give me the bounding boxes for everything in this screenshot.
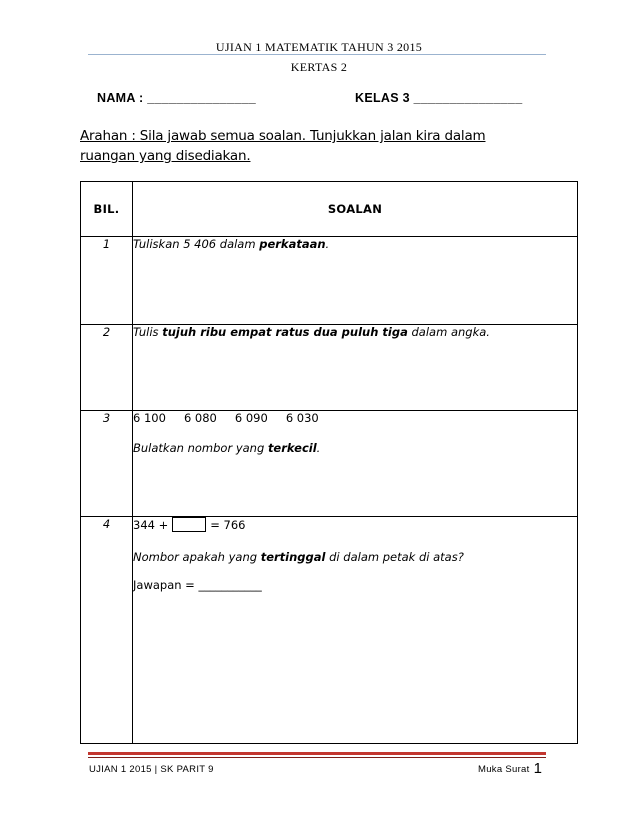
header-divider [88,54,546,55]
number-option[interactable]: 6 090 [234,411,268,425]
number-option[interactable]: 6 080 [183,411,217,425]
instructions [80,126,540,166]
instruction-line-2: ruangan yang disediakan. [80,148,251,164]
table-row [81,325,578,411]
page-label: Muka Surat [478,764,530,775]
header-soalan: SOALAN [133,182,578,237]
question-number: 4 [81,517,133,744]
emphasis-text: tujuh ribu empat ratus dua puluh tiga [162,325,408,339]
page-number: 1 [533,760,543,777]
question-text: Tuliskan 5 406 dalam perkataan. [133,237,330,251]
number-option[interactable]: 6 100 [133,411,166,425]
number-option[interactable]: 6 030 [285,411,319,425]
instruction-line-1: Arahan : Sila jawab semua soalan. Tunjukkan jalan kira dalam [80,128,486,144]
table-row [81,411,578,517]
question-number: 2 [81,325,133,411]
table-row [81,237,578,325]
header-bil: BIL. [81,182,133,237]
question-text: Tulis tujuh ribu empat ratus dua puluh tiga dalam angka. [133,325,490,339]
question-number: 1 [81,237,133,325]
emphasis-text: terkecil [267,441,317,455]
name-field[interactable]: NAMA : _______________ [97,91,257,105]
footer-divider [88,752,546,755]
footer-page [478,760,542,777]
document-subtitle: KERTAS 2 [290,60,348,74]
student-info-row [97,91,542,107]
answer-line[interactable]: Jawapan = ___________ [133,578,262,592]
question-cell[interactable] [133,237,578,325]
table-row [81,517,578,744]
emphasis-text: tertinggal [260,550,326,564]
equation: 344 + = 766 [133,518,246,532]
footer-divider-thin [88,757,546,758]
question-cell[interactable] [133,517,578,744]
question-text: Bulatkan nombor yang terkecil. [133,441,321,455]
question-cell[interactable] [133,325,578,411]
answer-box[interactable] [172,517,206,532]
class-field[interactable]: KELAS 3 _______________ [355,91,523,105]
footer-school: UJIAN 1 2015 | SK PARIT 9 [89,764,214,775]
question-number: 3 [81,411,133,517]
question-table [80,181,578,744]
document-title: UJIAN 1 MATEMATIK TAHUN 3 2015 [215,40,423,54]
question-cell[interactable] [133,411,578,517]
number-list [133,411,577,425]
emphasis-text: perkataan [259,237,326,251]
question-text: Nombor apakah yang tertinggal di dalam petak di atas? [133,550,464,564]
table-header-row [81,182,578,237]
